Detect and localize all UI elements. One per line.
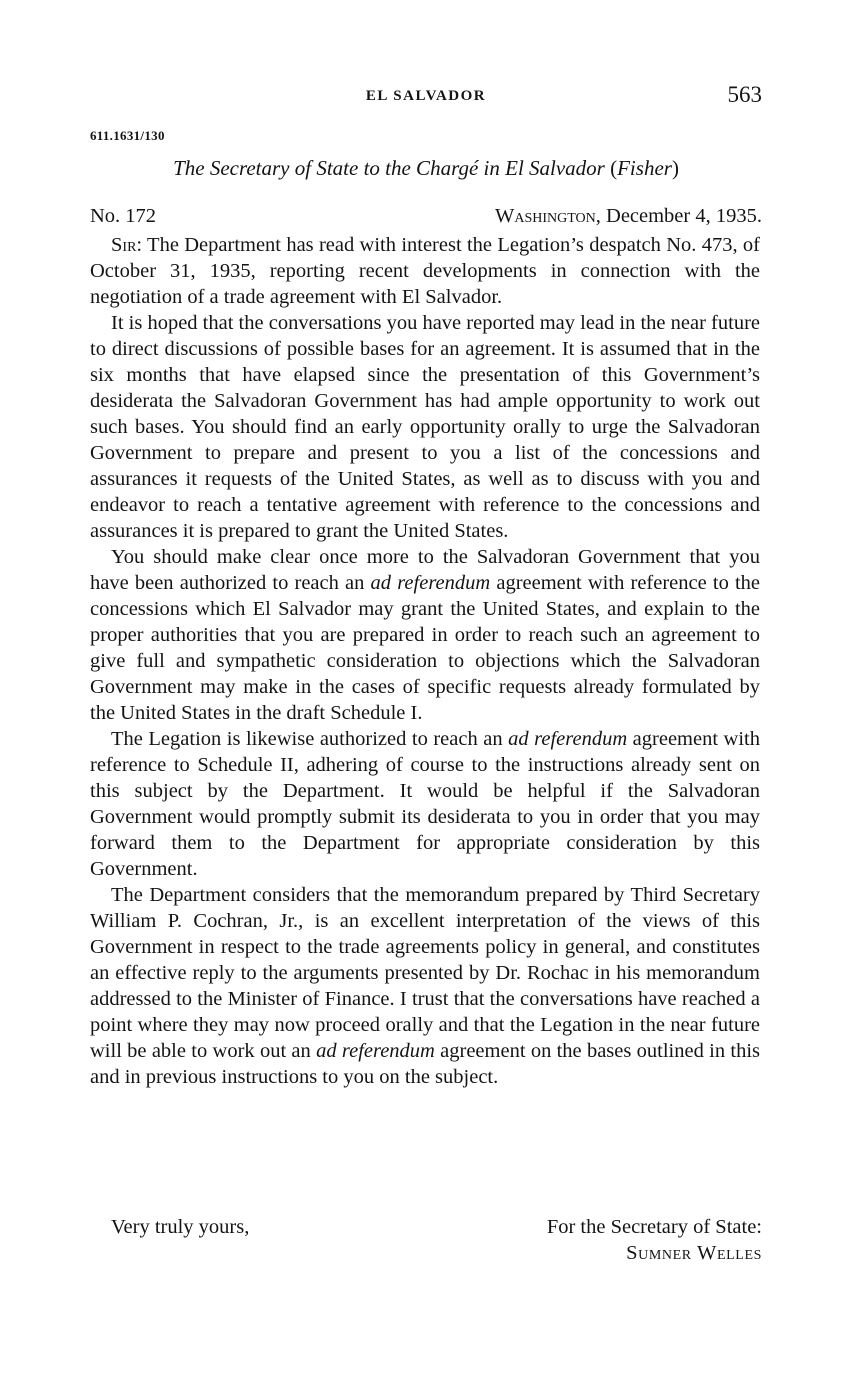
italic-term: ad referendum [316, 1040, 435, 1062]
heading-text: The Secretary of State to the Chargé in El Salvador [173, 156, 605, 180]
paragraph-4 [90, 726, 760, 882]
dateline-place: Washington [495, 205, 596, 227]
signer-name: Sumner Welles [626, 1242, 762, 1264]
valediction: Very truly yours, [111, 1216, 250, 1238]
dispatch-line [90, 205, 762, 233]
paragraph-text: The Department considers that the memorandum prepared by Third Secretary William P. Cochran, Jr., is an excellent interpretation of the views of this Government in respect to the trade agreements policy in general, and constitutes an effective reply to the arguments presented by Dr. Rochac in his memorandum addressed to the Minister of Finance. I trust that the conversations have reached a point where they may now proceed orally and that the Legation in the near future will be able to work out an [90, 884, 760, 1062]
paragraph-text: The Legation is likewise authorized to reach an [111, 728, 503, 750]
paragraph-1 [90, 232, 760, 310]
heading-recipient: Fisher [617, 156, 672, 180]
document-heading: The Secretary of State to the Chargé in El Salvador (Fisher) [173, 156, 679, 180]
paragraph-2 [90, 310, 760, 544]
page-number: 563 [727, 82, 762, 107]
closing [90, 1214, 762, 1274]
paragraph-text: agreement with reference to Schedule II, adhering of course to the instructions already sent on this subject by the Department. It would be helpful if the Salvadoran Government would promptly submit its desiderata to you in order that you may forward them to the Department for appropriate consideration by this Government. [90, 728, 761, 880]
running-head [90, 82, 762, 112]
dateline-date: , December 4, 1935. [595, 205, 762, 227]
italic-term: ad referendum [508, 728, 628, 750]
dispatch-dateline [495, 205, 762, 228]
file-number: 611.1631/130 [90, 128, 165, 143]
paragraph-text: : The Department has read with interest the Legation’s despatch No. 473, of October 31, 1935, reporting recent developments in connection with the negotiation of a trade agreement with El Salvador. [90, 234, 760, 308]
dispatch-number: No. 172 [90, 205, 157, 227]
paragraph-text: It is hoped that the conversations you have reported may lead in the near future to direct discussions of possible bases for an agreement. It is assumed that in the six months that have elapsed since the presentation of this Government’s desiderata the Salvadoran Government has had ample opportunity to work out such bases. You should find an early opportunity orally to urge the Salvadoran Government to prepare and present to you a list of the concessions and assurances it requests of the United States, as well as to discuss with you and endeavor to reach a tentative agreement with reference to the concessions and assurances it is prepared to grant the United States. [90, 312, 760, 542]
letter-body [90, 232, 760, 1090]
italic-term: ad referendum [370, 572, 491, 594]
paragraph-text: agreement on the bases outlined in this and in previous instructions to you on the subject. [90, 1040, 760, 1088]
paragraph-text: agreement with reference to the concessions which El Salvador may grant the United States, and explain to the proper authorities that you are prepared in order to reach such an agreement to give full and sympathetic consideration to objections which the Salvadoran Government may make in the cases of specific requests already formulated by the United States in the draft Schedule I. [90, 572, 761, 724]
signature-block [547, 1214, 762, 1266]
paragraph-3 [90, 544, 760, 726]
on-behalf-line: For the Secretary of State: [546, 1216, 762, 1238]
salutation: Sir [111, 234, 137, 256]
running-title: EL SALVADOR [365, 88, 487, 104]
paragraph-text: You should make clear once more to the Salvadoran Government that you have been authorized to reach an [90, 546, 760, 594]
paragraph-5 [90, 882, 760, 1090]
